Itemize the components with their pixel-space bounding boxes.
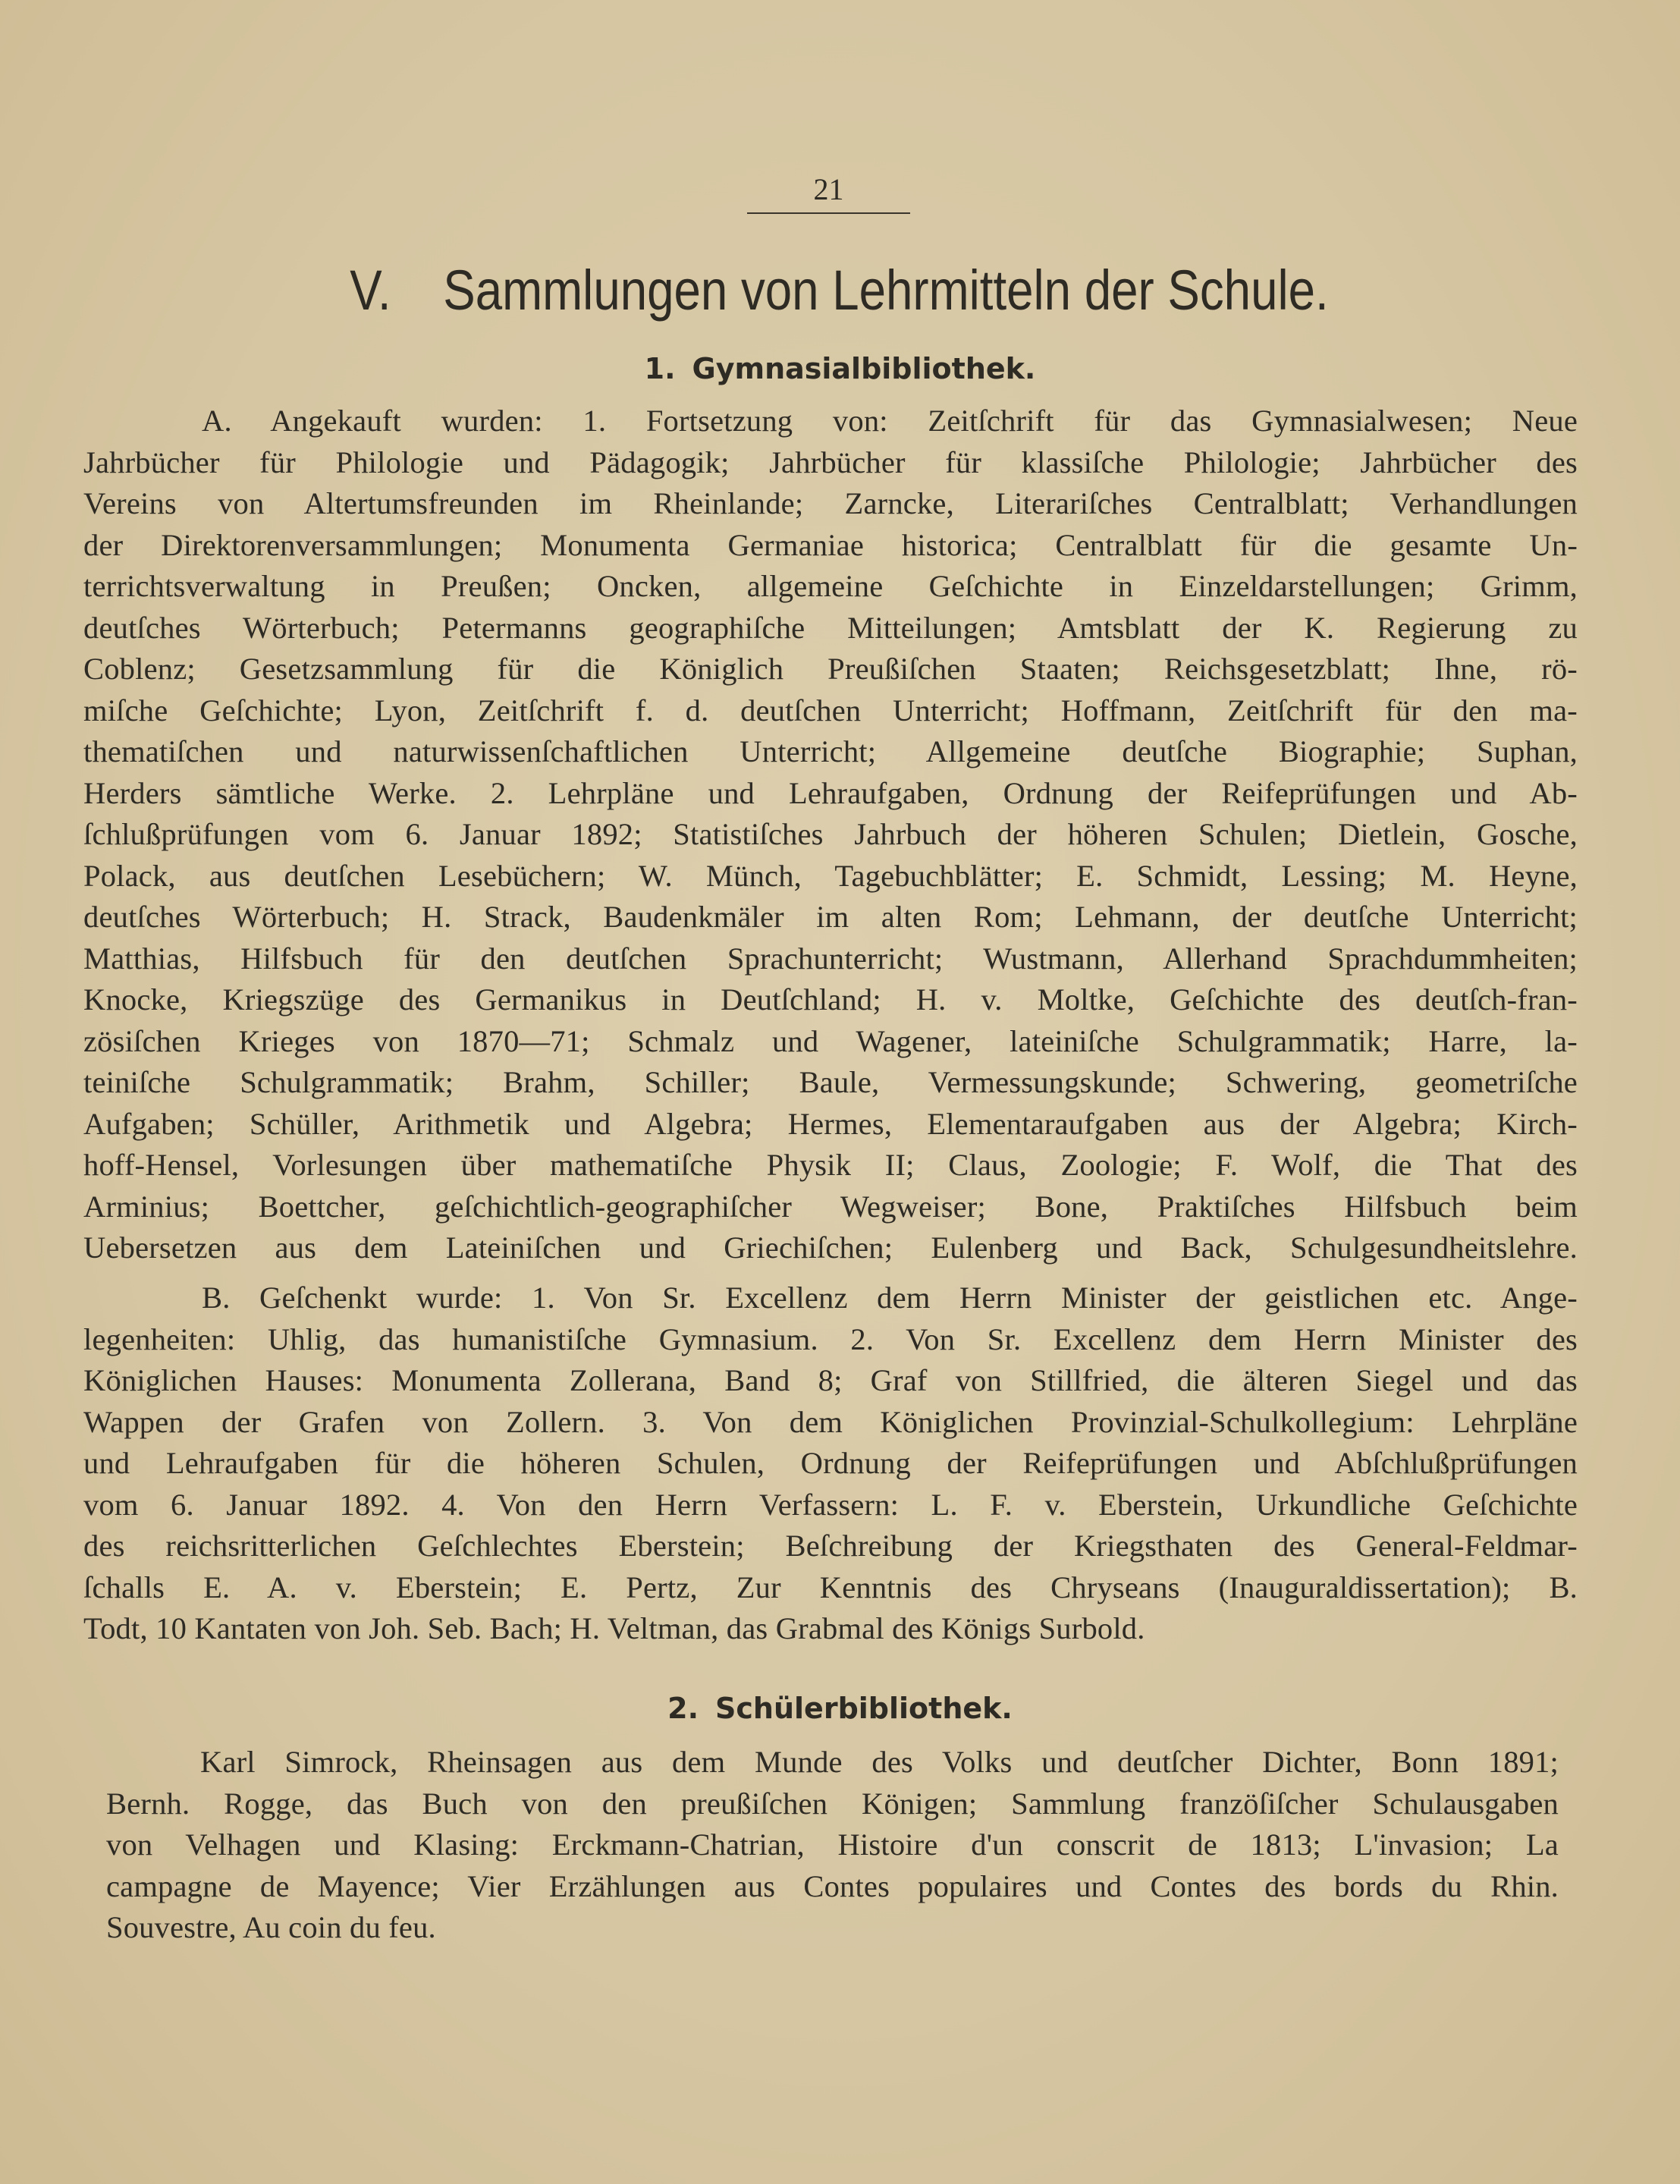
text-line: Coblenz; Gesetzsammlung für die Königlich Preußiſchen Staaten; Reichsgesetzblatt; Ihne, rö- bbox=[83, 652, 1578, 686]
text-line: Todt, 10 Kantaten von Joh. Seb. Bach; H. Veltman, das Grabmal des Königs Surbold. bbox=[83, 1611, 1145, 1645]
text-line: vom 6. Januar 1892. 4. Von den Herrn Verfassern: L. F. v. Eberstein, Urkundliche Geſchichte bbox=[83, 1487, 1578, 1522]
text-line: deutſches Wörterbuch; Petermanns geographiſche Mitteilungen; Amtsblatt der K. Regierung zu bbox=[83, 610, 1578, 645]
chapter-title bbox=[117, 256, 1562, 325]
text-line: Herders sämtliche Werke. 2. Lehrpläne und Lehraufgaben, Ordnung der Reifeprüfungen und Ab- bbox=[83, 775, 1578, 810]
text-line: A. Angekauft wurden: 1. Fortsetzung von: Zeitſchrift für das Gymnasialwesen; Neue bbox=[202, 404, 1578, 438]
section-title: Schülerbibliothek. bbox=[715, 1692, 1013, 1725]
text-line: legenheiten: Uhlig, das humanistiſche Gymnasium. 2. Von Sr. Excellenz dem Herrn Minister des bbox=[83, 1321, 1578, 1356]
section-title: Gymnasialbibliothek. bbox=[692, 352, 1036, 385]
text-line: ſchalls E. A. v. Eberstein; E. Pertz, Zur Kenntnis des Chryseans (Inauguraldissertation); B. bbox=[83, 1570, 1578, 1604]
paragraph-geschenkt bbox=[83, 1277, 1578, 1650]
section-number: 2. bbox=[667, 1692, 699, 1725]
text-line: teiniſche Schulgrammatik; Brahm, Schiller; Baule, Vermessungskunde; Schwering, geometriſche bbox=[83, 1065, 1578, 1099]
text-line: Vereins von Altertumsfreunden im Rheinlande; Zarncke, Literariſches Centralblatt; Verhandlungen bbox=[83, 486, 1578, 520]
paragraph-angekauft bbox=[83, 401, 1578, 1269]
text-line: und Lehraufgaben für die höheren Schulen, Ordnung der Reifeprüfungen und Abſchlußprüfungen bbox=[83, 1446, 1578, 1480]
text-line: Bernh. Rogge, das Buch von den preußiſchen Königen; Sammlung franzöſiſcher Schulausgaben bbox=[106, 1786, 1559, 1821]
text-line: campagne de Mayence; Vier Erzählungen aus Contes populaires und Contes des bords du Rhin. bbox=[106, 1868, 1559, 1903]
text-line: Wappen der Grafen von Zollern. 3. Von dem Königlichen Provinzial-Schulkollegium: Lehrpläne bbox=[83, 1404, 1578, 1439]
page-number: 21 bbox=[747, 173, 910, 214]
text-line: zösiſchen Krieges von 1870—71; Schmalz und Wagener, lateiniſche Schulgrammatik; Harre, la- bbox=[83, 1023, 1578, 1058]
text-line: Arminius; Boettcher, geſchichtlich-geographiſcher Wegweiser; Bone, Praktiſches Hilfsbuch beim bbox=[83, 1189, 1578, 1224]
section-number: 1. bbox=[644, 352, 676, 385]
text-line: B. Geſchenkt wurde: 1. Von Sr. Excellenz dem Herrn Minister der geistlichen etc. Ange- bbox=[202, 1281, 1578, 1315]
text-line: Königlichen Hauses: Monumenta Zollerana, Band 8; Graf von Stillfried, die älteren Siegel und das bbox=[83, 1363, 1578, 1397]
text-line: deutſches Wörterbuch; H. Strack, Baudenkmäler im alten Rom; Lehmann, der deutſche Unterricht; bbox=[83, 900, 1578, 934]
text-line: Karl Simrock, Rheinsagen aus dem Munde des Volks und deutſcher Dichter, Bonn 1891; bbox=[200, 1745, 1559, 1779]
text-line: thematiſchen und naturwissenſchaftlichen Unterricht; Allgemeine deutſche Biographie; Suphan, bbox=[83, 734, 1578, 768]
section-heading-gymnasialbibliothek bbox=[0, 350, 1680, 387]
text-line: Matthias, Hilfsbuch für den deutſchen Sprachunterricht; Wustmann, Allerhand Sprachdummheiten; bbox=[83, 941, 1578, 976]
chapter-numeral: V. bbox=[350, 259, 391, 322]
section-heading-schuelerbibliothek bbox=[0, 1690, 1680, 1727]
chapter-title-text: Sammlungen von Lehrmitteln der Schule. bbox=[443, 259, 1329, 322]
text-line: der Direktorenversammlungen; Monumenta Germaniae historica; Centralblatt für die gesamte Un- bbox=[83, 527, 1578, 562]
text-line: von Velhagen und Klasing: Erckmann-Chatrian, Histoire d'un conscrit de 1813; L'invasion; La bbox=[106, 1827, 1559, 1862]
text-line: des reichsritterlichen Geſchlechtes Eberstein; Beſchreibung der Kriegsthaten des General-Feldmar- bbox=[83, 1529, 1578, 1563]
text-line: Uebersetzen aus dem Lateiniſchen und Griechiſchen; Eulenberg und Back, Schulgesundheitslehre. bbox=[83, 1230, 1578, 1265]
text-line: Polack, aus deutſchen Lesebüchern; W. Münch, Tagebuchblätter; E. Schmidt, Lessing; M. Heyne, bbox=[83, 858, 1578, 893]
text-line: ſchlußprüfungen vom 6. Januar 1892; Statistiſches Jahrbuch der höheren Schulen; Dietlein, Gosche, bbox=[83, 817, 1578, 851]
text-line: Souvestre, Au coin du feu. bbox=[106, 1910, 436, 1944]
text-line: hoff-Hensel, Vorlesungen über mathematiſche Physik II; Claus, Zoologie; F. Wolf, die That des bbox=[83, 1148, 1578, 1182]
text-line: Jahrbücher für Philologie und Pädagogik; Jahrbücher für klassiſche Philologie; Jahrbücher des bbox=[83, 445, 1578, 479]
paragraph-schuelerbibliothek bbox=[106, 1742, 1559, 1949]
text-line: terrichtsverwaltung in Preußen; Oncken, allgemeine Geſchichte in Einzeldarstellungen; Grimm, bbox=[83, 569, 1578, 603]
text-line: miſche Geſchichte; Lyon, Zeitſchrift f. d. deutſchen Unterricht; Hoffmann, Zeitſchrift für den ma- bbox=[83, 693, 1578, 727]
text-line: Aufgaben; Schüller, Arithmetik und Algebra; Hermes, Elementaraufgaben aus der Algebra; Kirch- bbox=[83, 1106, 1578, 1141]
text-line: Knocke, Kriegszüge des Germanikus in Deutſchland; H. v. Moltke, Geſchichte des deutſch-fran- bbox=[83, 982, 1578, 1017]
